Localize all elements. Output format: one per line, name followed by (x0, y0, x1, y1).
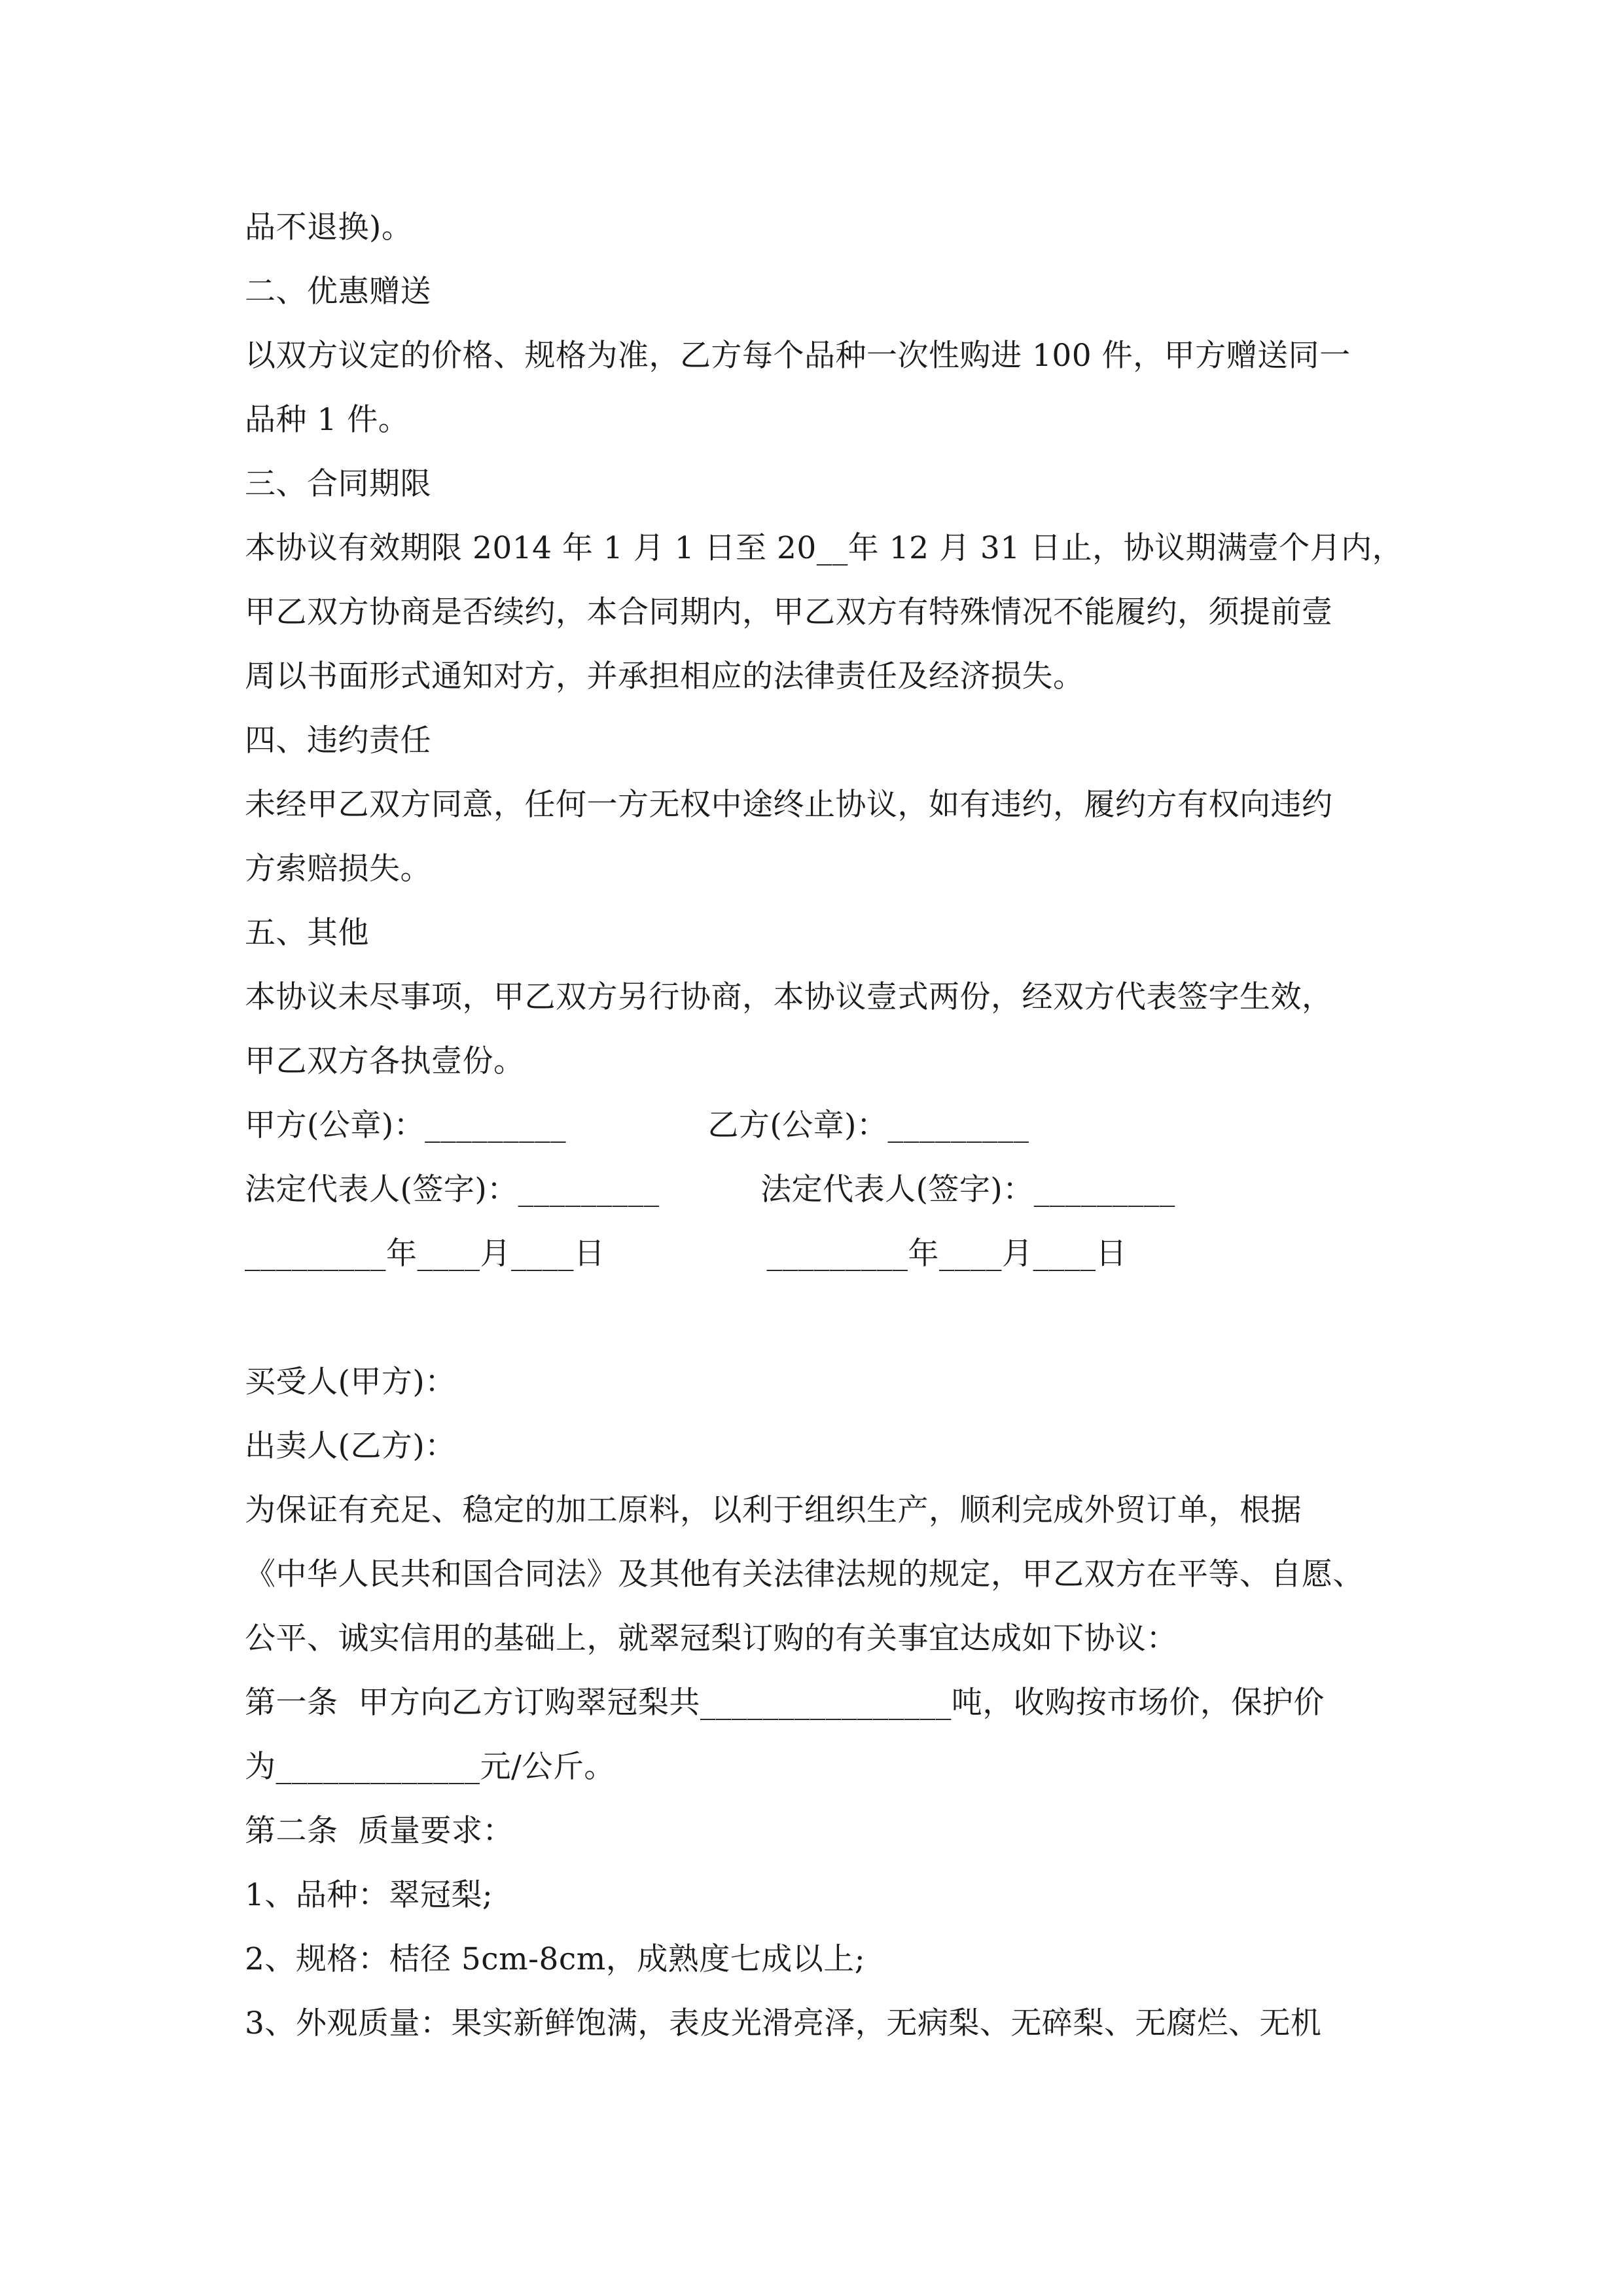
article-line: 第一条 甲方向乙方订购翠冠梨共________________吨，收购按市场价，保护价 (245, 1685, 1325, 1721)
section-heading: 二、优惠赠送 (245, 274, 431, 310)
section-heading: 五、其他 (245, 915, 369, 951)
text-line: 为_____________元/公斤。 (245, 1749, 615, 1785)
seal-line: 甲方(公章)：_________ 乙方(公章)：_________ (245, 1107, 1029, 1143)
text-line: 公平、诚实信用的基础上，就翠冠梨订购的有关事宜达成如下协议： (245, 1621, 1177, 1657)
text-line: 品不退换)。 (245, 209, 413, 245)
text-line: 为保证有充足、稳定的加工原料，以利于组织生产，顺利完成外贸订单，根据 (245, 1492, 1302, 1528)
text-line: 品种 1 件。 (245, 402, 410, 438)
signature-line: 法定代表人(签字)：_________ 法定代表人(签字)：_________ (245, 1172, 1175, 1208)
text-line: 周以书面形式通知对方，并承担相应的法律责任及经济损失。 (245, 658, 1084, 694)
text-line: 《中华人民共和国合同法》及其他有关法律法规的规定，甲乙双方在平等、自愿、 (245, 1556, 1364, 1592)
text-line: 本协议未尽事项，甲乙双方另行协商，本协议壹式两份，经双方代表签字生效， (245, 979, 1333, 1015)
text-line: 未经甲乙双方同意，任何一方无权中途终止协议，如有违约，履约方有权向违约 (245, 787, 1333, 823)
list-item: 3、外观质量：果实新鲜饱满，表皮光滑亮泽，无病梨、无碎梨、无腐烂、无机 (245, 2005, 1322, 2041)
section-heading: 四、违约责任 (245, 723, 431, 759)
section-heading: 三、合同期限 (245, 466, 431, 502)
text-line: 甲乙双方协商是否续约，本合同期内，甲乙双方有特殊情况不能履约，须提前壹 (245, 594, 1333, 630)
text-line: 甲乙双方各执壹份。 (245, 1043, 525, 1079)
party-line: 出卖人(乙方)： (245, 1428, 456, 1464)
text-line: 以双方议定的价格、规格为准，乙方每个品种一次性购进 100 件，甲方赠送同一 (245, 338, 1351, 374)
party-line: 买受人(甲方)： (245, 1364, 456, 1400)
text-line: 本协议有效期限 2014 年 1 月 1 日至 20__年 12 月 31 日止，协议期满壹个月内， (245, 530, 1404, 566)
list-item: 2、规格：桔径 5cm-8cm，成熟度七成以上; (245, 1941, 866, 1977)
text-line: 方索赔损失。 (245, 851, 431, 887)
list-item: 1、品种：翠冠梨; (245, 1877, 493, 1913)
date-line: _________年____月____日 _________年____月____日 (245, 1236, 1128, 1272)
article-line: 第二条 质量要求： (245, 1813, 514, 1849)
